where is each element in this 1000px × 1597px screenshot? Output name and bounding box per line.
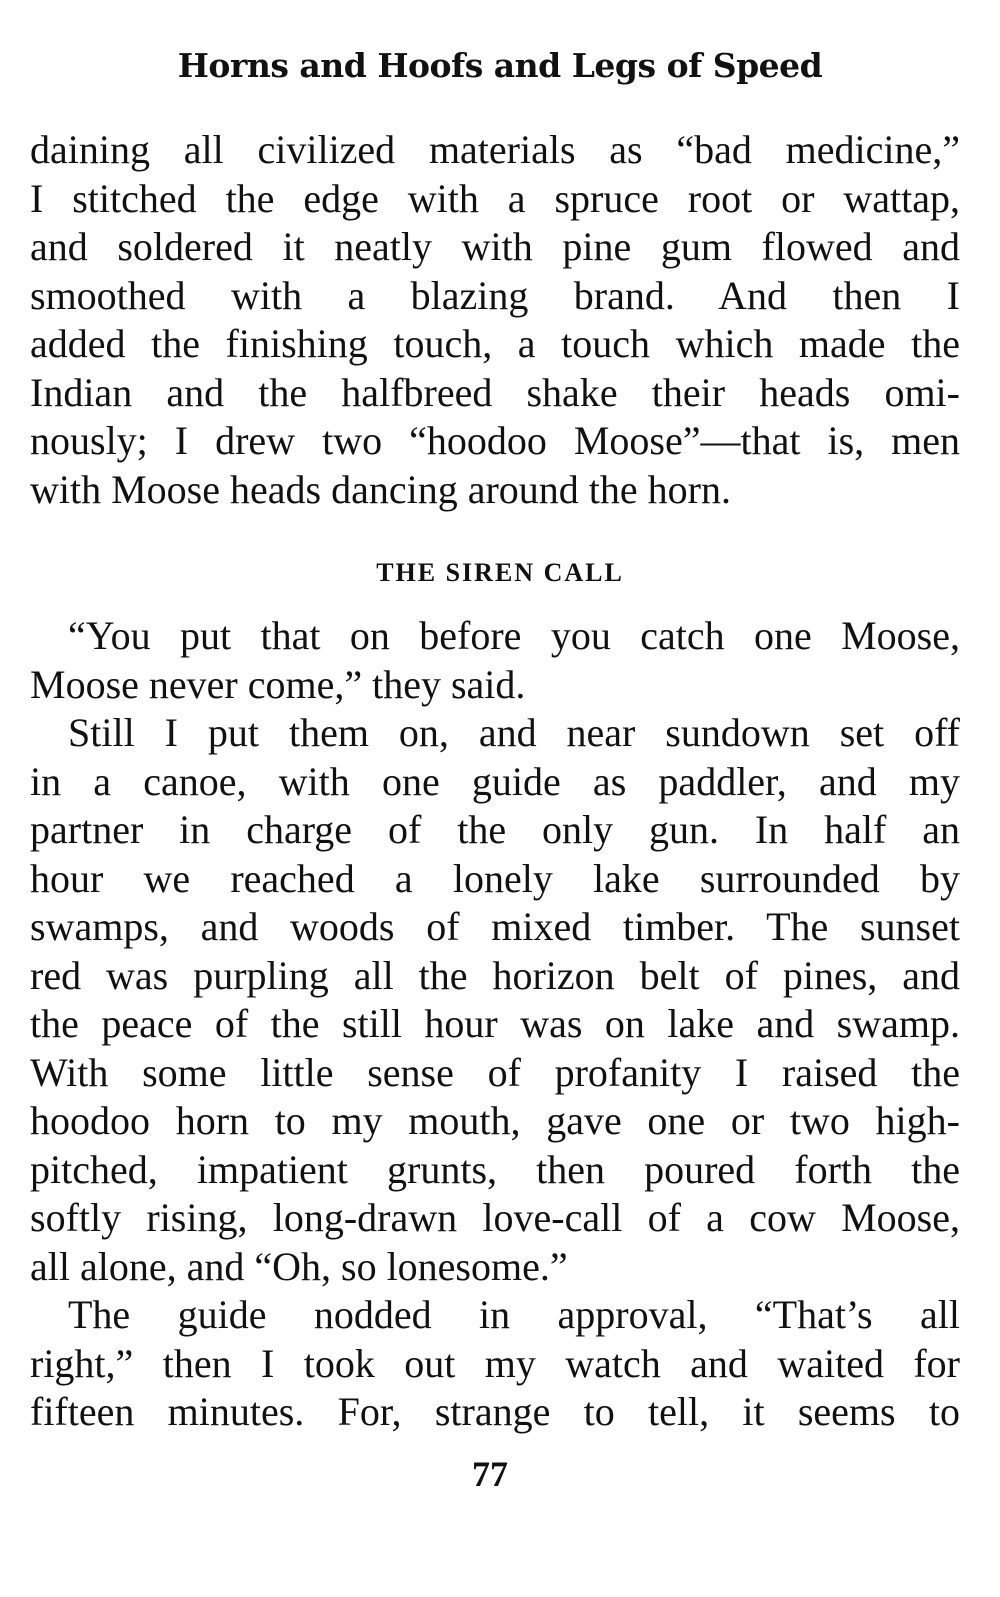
text-line: I stitched the edge with a spruce root or wattap, [30, 175, 960, 221]
page-number: 77 [472, 1454, 508, 1494]
text-line: hoodoo horn to my mouth, gave one or two high- [30, 1098, 960, 1143]
text-line: nously; I drew two “hoodoo Moose”—that is, men [30, 418, 960, 463]
text-line: in a canoe, with one guide as paddler, and my [30, 758, 960, 804]
text-line: “You put that on before you catch one Moose, [68, 613, 960, 658]
text-line: The guide nodded in approval, “That’s all [68, 1292, 960, 1337]
text-line: smoothed with a blazing brand. And then I [30, 272, 960, 318]
text-line: partner in charge of the only gun. In half an [30, 807, 960, 852]
text-line: the peace of the still hour was on lake and swamp. [30, 1001, 960, 1046]
text-line: added the finishing touch, a touch which made the [30, 321, 960, 366]
section-heading: THE SIREN CALL [376, 558, 624, 587]
text-line: fifteen minutes. For, strange to tell, it seems to [30, 1389, 960, 1434]
text-line: Indian and the halfbreed shake their heads omi- [30, 369, 960, 415]
text-line: hour we reached a lonely lake surrounded by [30, 855, 960, 901]
running-head: Horns and Hoofs and Legs of Speed [177, 46, 823, 85]
text-line: swamps, and woods of mixed timber. The sunset [30, 904, 960, 949]
text-line: Still I put them on, and near sundown set off [68, 710, 960, 755]
paragraph-continued [30, 126, 960, 514]
text-line: daining all civilized materials as “bad medicine,” [30, 127, 960, 172]
text-line: softly rising, long-drawn love-call of a cow Moose, [30, 1195, 960, 1240]
text-line: pitched, impatient grunts, then poured forth the [30, 1146, 960, 1192]
text-line: right,” then I took out my watch and waited for [30, 1340, 960, 1386]
text-line: and soldered it neatly with pine gum flowed and [30, 224, 960, 269]
text-line: all alone, and “Oh, so lonesome.” [30, 1243, 568, 1289]
text-line: with Moose heads dancing around the horn. [30, 466, 731, 512]
text-line: Moose never come,” they said. [30, 661, 526, 707]
section-body [30, 612, 960, 1437]
text-line: With some little sense of profanity I raised the [30, 1049, 960, 1095]
text-line: red was purpling all the horizon belt of pines, and [30, 952, 960, 998]
